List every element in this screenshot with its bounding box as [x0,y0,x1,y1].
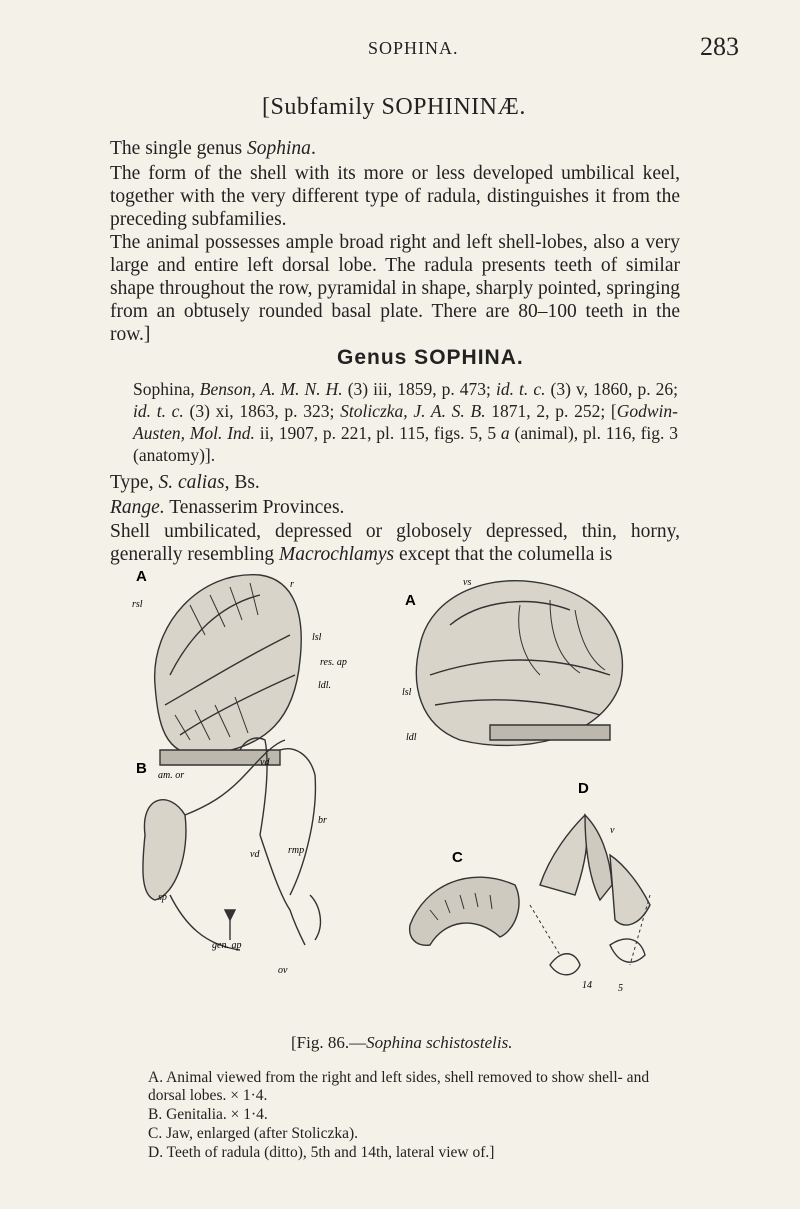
label-v: v [610,825,615,836]
species-name: S. calias [158,472,225,493]
text: . [310,138,316,159]
legend-a: A. Animal viewed from the right and left sides, shell removed to show shell- and dorsal lobes. × 1·4. [148,1069,650,1104]
label-vd: vd [260,757,270,768]
text: Shell umbilicated, depressed or globosely depressed, thin, horny, generally resembling [110,521,680,565]
genus-name: Sophina [247,138,311,159]
label-br: br [318,815,327,826]
label-5: 5 [618,983,623,994]
label-c: C [452,849,463,866]
anatomy-illustration [130,565,675,1015]
legend-c: C. Jaw, enlarged (after Stoliczka). [148,1125,359,1142]
label-lsl2: lsl [402,687,412,698]
figure-86 [130,565,675,1015]
citation: Benson, A. M. N. H. [199,379,343,399]
text: (3) iii, 1859, p. 473; [342,379,496,399]
figure-a-right-side [155,575,302,765]
text: a [500,423,510,443]
text: 1871, 2, p. 252; [ [485,401,617,421]
text: (3) v, 1860, p. 26; [545,379,678,399]
shell-description [110,520,680,566]
label-gen-ap: gen. ap [212,940,242,951]
text: Tenasserim Provinces. [164,497,345,518]
label-a1: A [136,568,147,585]
label-ov: ov [278,965,288,976]
genus-name: Macrochlamys [278,544,395,565]
label-am-or: am. or [158,770,185,781]
caption-prefix: [Fig. 86.— [291,1033,367,1052]
legend-b: B. Genitalia. × 1·4. [148,1106,268,1123]
citation: id. t. c. [133,401,184,421]
genus-heading: Genus SOPHINA. [337,346,524,369]
label-b: B [136,760,147,777]
label-ldl2: ldl [406,732,417,743]
type-line [110,472,260,494]
legend-d: D. Teeth of radula (ditto), 5th and 14th, lateral view of.] [148,1144,495,1161]
label-sp: sp [158,892,167,903]
label-14: 14 [582,980,592,991]
text: except that the columella is [394,544,613,565]
label-vs: vs [463,577,472,588]
page-number: 283 [700,32,739,61]
text: Type, [110,472,159,493]
label-a2: A [405,592,416,609]
caption-species: Sophina schistostelis. [366,1033,513,1052]
text: , Bs. [224,472,260,493]
text: ii, 1907, p. 221, pl. 115, figs. 5, 5 [254,423,501,443]
text: (animal), pl. 116, fig. 3 (anatomy)]. [133,423,678,465]
label-lsl: lsl [312,632,322,643]
intro-genus-line [110,137,680,160]
text: The single genus [110,138,248,159]
label-ldl: ldl. [318,680,332,691]
subfamily-heading: [Subfamily SOPHININÆ. [262,94,526,120]
citation: Stoliczka, J. A. S. B. [340,401,486,421]
figure-d-radula-teeth [530,815,650,975]
text: (3) xi, 1863, p. 323; [183,401,341,421]
range-label: Range. [110,497,165,518]
figure-caption [291,1033,513,1053]
label-vd2: vd [250,849,260,860]
intro-paragraph-animal: The animal possesses ample broad right and left shell-lobes, also a very large and entire left dorsal lobe. The radula presents teeth of similar shape throughout the row, pyramidal in shape, sharply pointed, springing from an obtusely rounded basal plate. There are 80–100 teeth in the row.] [110,232,680,345]
intro-paragraph-shell: The form of the shell with its more or less developed umbilical keel, together with the very different type of radula, distinguishes it from the preceding subfamilies. [110,163,680,230]
figure-c-jaw [410,877,519,945]
running-head: SOPHINA. [368,38,459,58]
label-res-ap: res. ap [320,657,347,668]
label-rsl: rsl [132,599,143,610]
label-r: r [290,579,294,590]
range-line [110,497,344,519]
label-rmp: rmp [288,845,305,856]
references [133,378,678,466]
text: Sophina, [133,379,200,399]
figure-a-left-side [416,581,622,746]
citation: id. t. c. [495,379,546,399]
citation: Godwin-Austen, Mol. Ind. [133,401,678,443]
label-d: D [578,780,589,797]
